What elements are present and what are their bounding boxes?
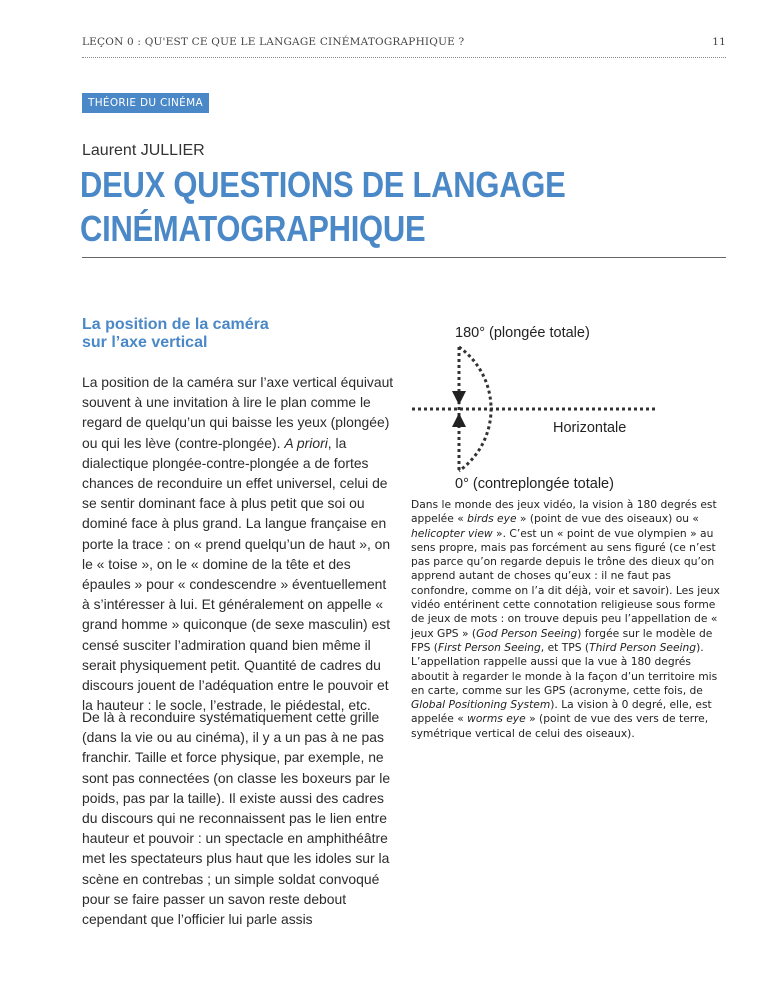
paragraph-1-part-1: La position de la caméra sur l’axe vertical équivaut souvent à une invitation à lire le plan comme le regard de quelqu’un qui baisse les yeux (plongée) ou qui les lève (contre-plongée). [82, 374, 394, 451]
plongee-totale-label: 180° (plongée totale) [455, 325, 590, 341]
page-title-line-1: DEUX QUESTIONS DE LANGAGE [80, 164, 566, 205]
running-header-left [82, 36, 464, 48]
caption-text: ) forgée sur le modèle de FPS ( [411, 626, 713, 654]
caption-italic: Third Person Seeing [589, 640, 697, 654]
header-divider [82, 57, 726, 58]
caption-italic: helicopter view [411, 526, 493, 540]
lesson-label: LEÇON 0 : [82, 36, 145, 48]
running-header [82, 36, 726, 52]
body-paragraph-2 [82, 707, 394, 929]
body-paragraph-1 [82, 372, 394, 715]
caption-italic: First Person Seeing [437, 640, 541, 654]
camera-angle-diagram [410, 315, 662, 495]
a-priori-italic: A priori [284, 434, 328, 451]
contreplongee-totale-label: 0° (contreplongée totale) [455, 476, 614, 492]
section-title-line-2: sur l’axe vertical [82, 334, 208, 351]
page-title-line-2: CINÉMATOGRAPHIQUE [80, 208, 426, 249]
caption-text: ». C’est un « point de vue olympien » au sens propre, mais pas forcément au sens figuré (ce n’est pas parce qu’on regarde depuis le trône des dieux qu’on apprend autant de choses qu’eux : il ne faut pas confondre, comme on l’a dit déjà, voir et savoir). Les jeux vidéo entérinent cette connotation religieuse sous forme de jeux de mots : on trouve depuis peu l’appellation de « jeux GPS » ( [411, 526, 720, 640]
paragraph-2-text: De là à reconduire systématiquement cette grille (dans la vie ou au cinéma), il y a un pas à ne pas franchir. Taille et force physique, par exemple, ne sont pas connectées (on classe les boxeurs par le poids, pas par la taille). Il existe aussi des cadres du discours qui ne reconnaissent pas le lien entre hauteur et pouvoir : un spectacle en amphithéâtre met les spectateurs plus haut que les idoles sur la scène en contrebas ; un simple soldat convoqué pour se faire passer un savon reste debout cependant que l’officier lui parle assis [82, 709, 391, 928]
caption-text: Dans le monde des jeux vidéo, la vision à 180 degrés est appelée « [411, 498, 717, 526]
section-title [82, 316, 382, 352]
caption-italic: birds eye [467, 512, 517, 526]
author-name: Laurent JULLIER [82, 142, 205, 159]
caption-text: ). La vision à 0 degré, elle, est appelée « [411, 698, 712, 726]
caption-text: , et TPS ( [540, 640, 590, 654]
lesson-title: QU'EST CE QUE LE LANGAGE CINÉMATOGRAPHIQUE ? [144, 36, 465, 48]
page-number: 11 [712, 36, 726, 48]
category-tag: THÉORIE DU CINÉMA [82, 93, 209, 113]
caption-italic: God Person Seeing [476, 626, 578, 640]
up-arrow-icon [452, 413, 466, 427]
caption-text: ). L’appellation rappelle aussi que la vue à 180 degrés aboutit à regarder le monde à la façon d’un territoire mis en carte, comme sur les GPS (acronyme, cette fois, de [411, 640, 718, 697]
page-title [80, 163, 720, 251]
section-title-line-1: La position de la caméra [82, 316, 269, 333]
horizontale-label: Horizontale [553, 420, 627, 436]
caption-text: » (point de vue des vers de terre, symétrique vertical de celui des oiseaux). [411, 712, 709, 740]
title-divider [82, 257, 726, 258]
figure-caption [411, 498, 729, 741]
down-arrow-icon [452, 391, 466, 405]
paragraph-1-part-2: , la dialectique plongée-contre-plongée a de fortes chances de reconduire un effet universel, celui de se sentir dominant face à plus petit que soi ou dominé face à plus grand. La langue française en porte la trace : on « prend quelqu’un de haut », on le « toise », on le « domine de la tête et des épaules » pour « condescendre » éventuellement à s’intéresser à lui. Et généralement on appelle « grand homme » quiconque (de sexe masculin) est censé susciter l’admiration quand bien même il serait physiquement petit. Quantité de cadres du discours jouent de l’adéquation entre le pouvoir et la hauteur : le socle, l’estrade, le piédestal, etc. [82, 434, 391, 714]
caption-italic: worms eye [467, 712, 526, 726]
caption-italic: Global Positioning System [411, 698, 551, 712]
caption-text: » (point de vue des oiseaux) ou « [516, 512, 699, 526]
